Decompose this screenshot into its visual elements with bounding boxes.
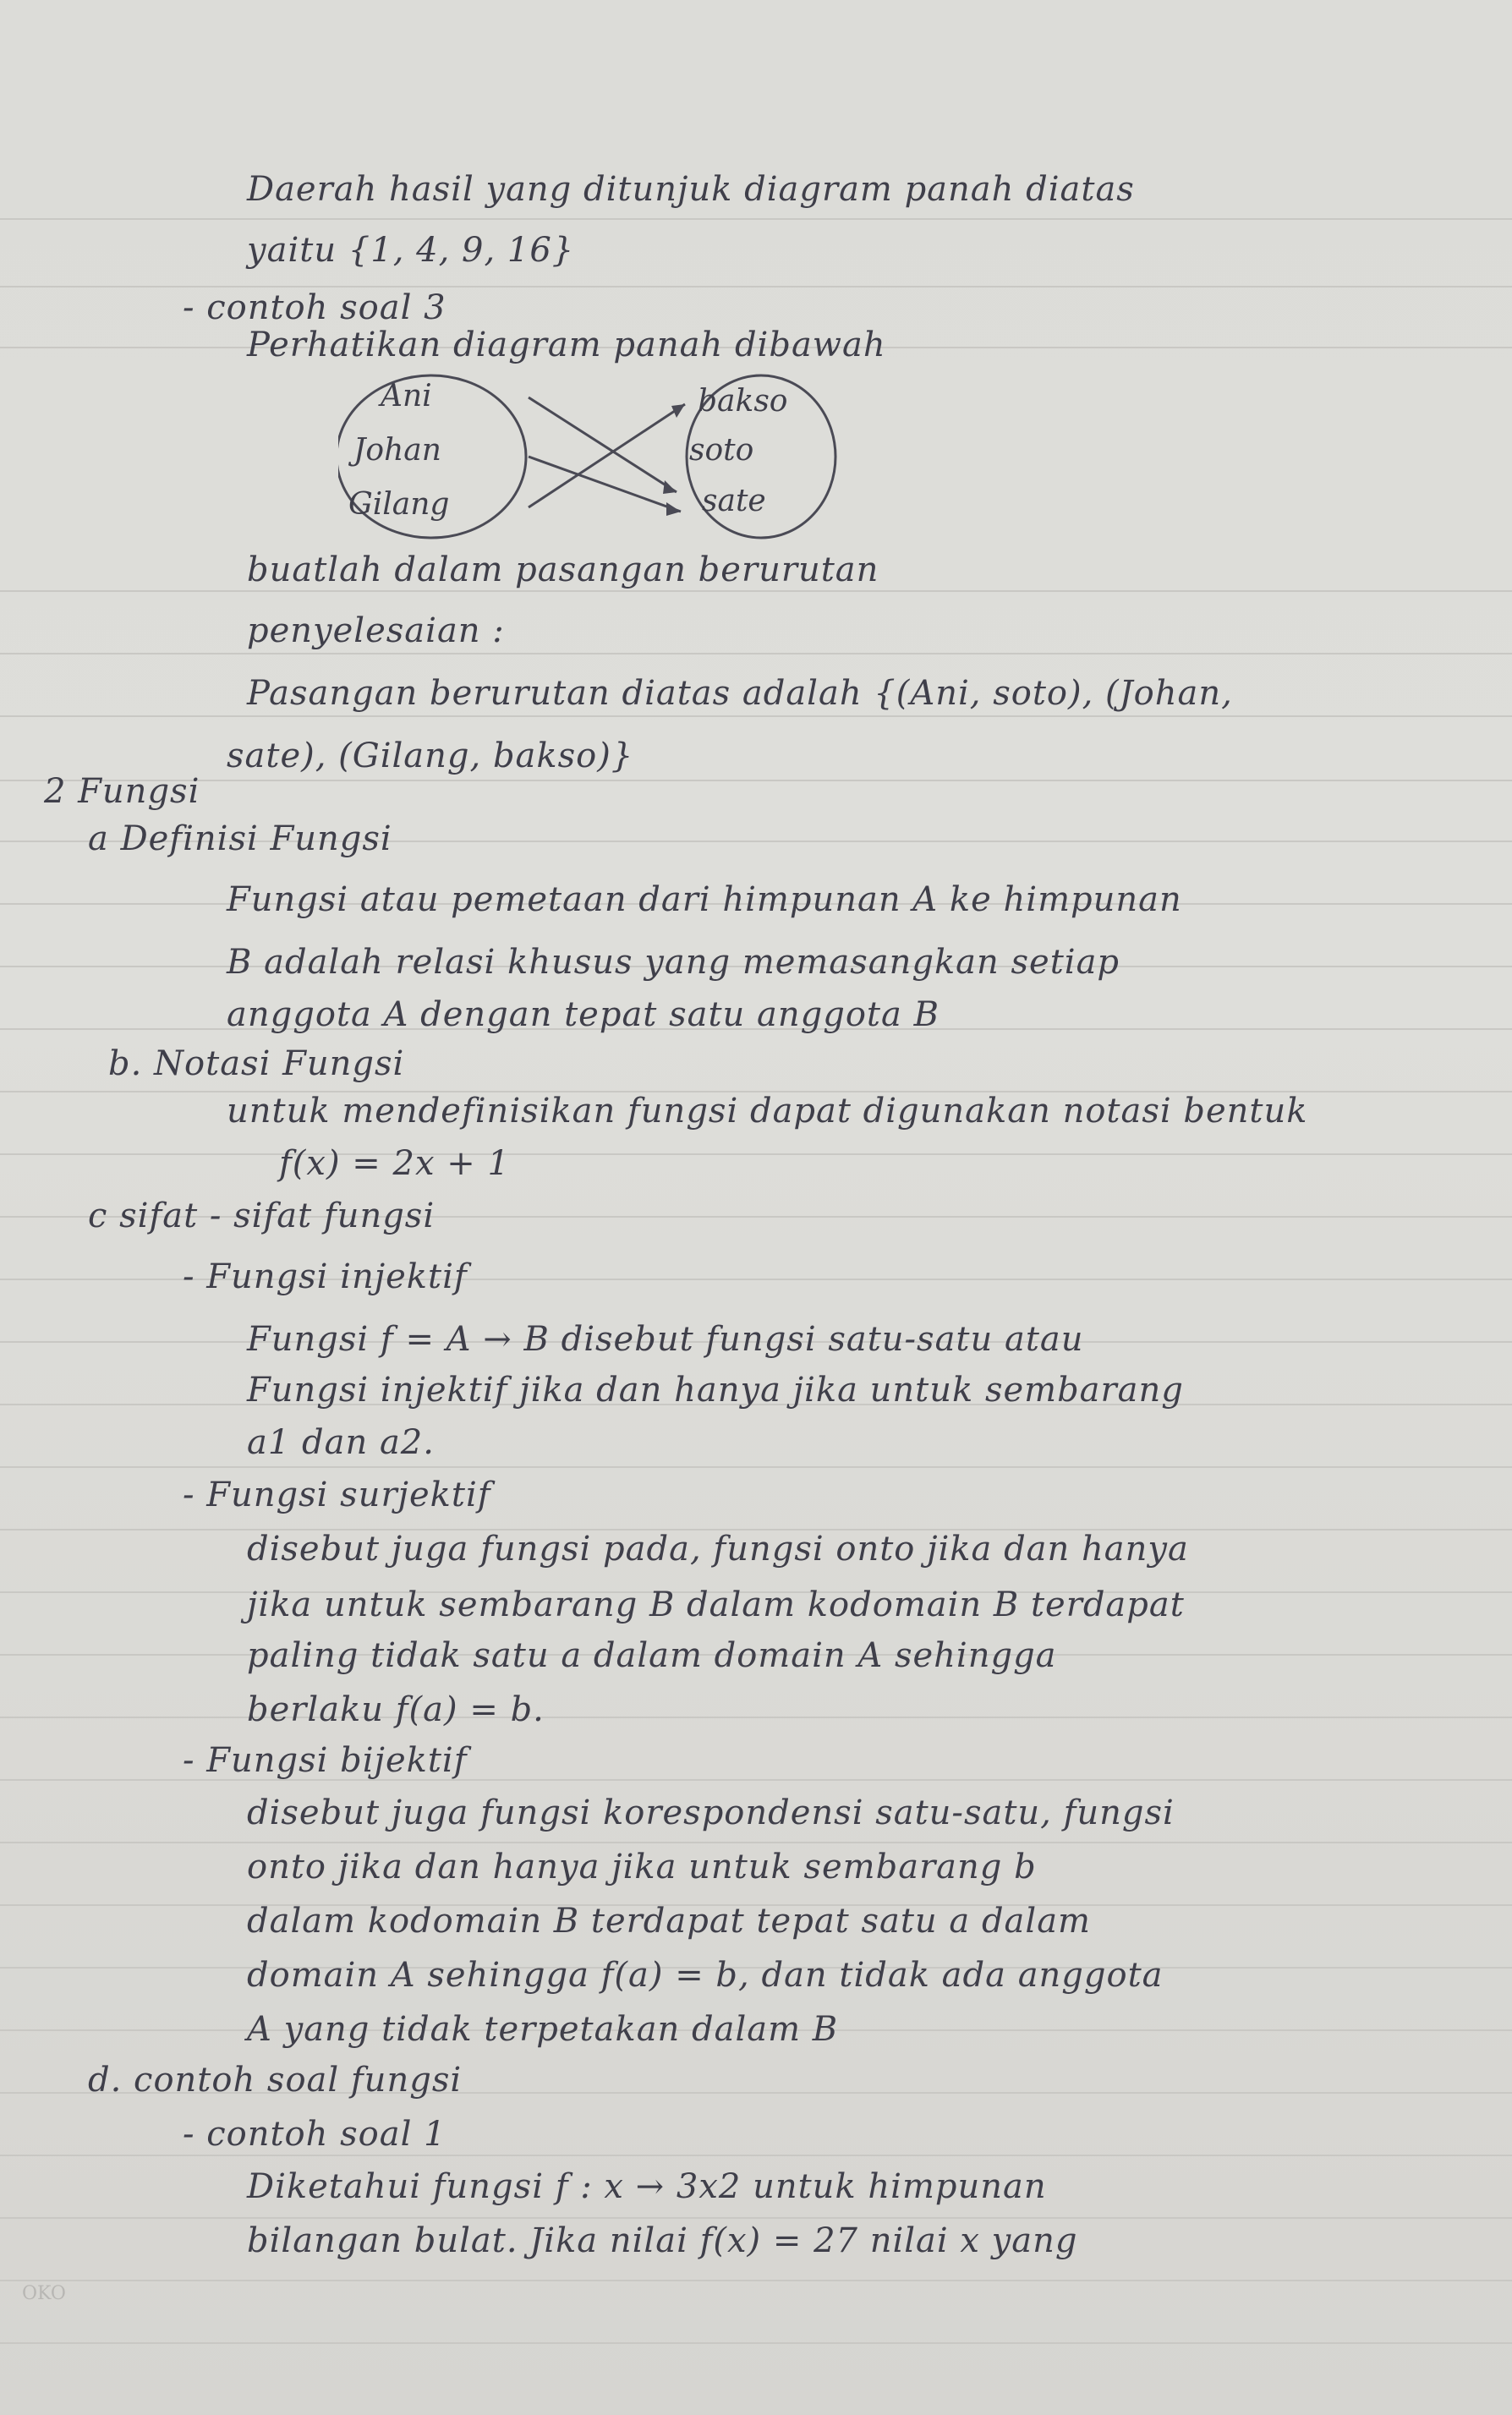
- ruled-line: [0, 1717, 1512, 1718]
- text-line: disebut juga fungsi korespondensi satu-satu, fungsi: [247, 1793, 1175, 1832]
- text-line: Diketahui fungsi f : x → 3x2 untuk himpunan: [247, 2167, 1047, 2206]
- text-line: - Fungsi injektif: [183, 1257, 468, 1296]
- text-line: Fungsi f = A → B disebut fungsi satu-satu atau: [247, 1320, 1084, 1359]
- text-line: bilangan bulat. Jika nilai f(x) = 27 nilai x yang: [247, 2221, 1078, 2260]
- subsection-heading: c sifat - sifat fungsi: [88, 1197, 436, 1235]
- section-heading: 2 Fungsi: [44, 772, 200, 811]
- text-line: Daerah hasil yang ditunjuk diagram panah diatas: [247, 170, 1135, 209]
- text-line: - Fungsi bijektif: [183, 1741, 468, 1780]
- ruled-line: [0, 2280, 1512, 2281]
- ruled-line: [0, 2342, 1512, 2344]
- text-line: paling tidak satu a dalam domain A sehingga: [247, 1636, 1057, 1675]
- right-set-item: bakso: [698, 384, 788, 419]
- right-set-item: sate: [702, 484, 766, 518]
- text-line: penyelesaian :: [247, 611, 505, 650]
- ruled-line: [0, 218, 1512, 220]
- text-line: A yang tidak terpetakan dalam B: [247, 2010, 839, 2049]
- ruled-line: [0, 715, 1512, 717]
- ruled-line: [0, 2155, 1512, 2156]
- text-line: - contoh soal 1: [183, 2115, 446, 2154]
- text-line: a1 dan a2.: [247, 1423, 435, 1462]
- text-line: Fungsi atau pemetaan dari himpunan A ke himpunan: [227, 880, 1182, 919]
- text-line: Fungsi injektif jika dan hanya jika untuk sembarang: [247, 1371, 1184, 1410]
- ruled-line: [0, 2217, 1512, 2219]
- text-line: dalam kodomain B terdapat tepat satu a dalam: [247, 1902, 1091, 1941]
- text-line: onto jika dan hanya jika untuk sembarang b: [247, 1848, 1037, 1887]
- text-line: B adalah relasi khusus yang memasangkan setiap: [227, 943, 1120, 982]
- arrow-ani-soto: [529, 397, 677, 492]
- page-corner-mark: OKO: [22, 2283, 66, 2304]
- formula-line: f(x) = 2x + 1: [279, 1144, 510, 1183]
- text-line: berlaku f(a) = b.: [247, 1690, 545, 1729]
- text-line: jika untuk sembarang B dalam kodomain B terdapat: [247, 1585, 1185, 1624]
- arrowhead-icon: [663, 480, 677, 494]
- left-set-item: Johan: [353, 433, 441, 468]
- subsection-heading: b. Notasi Fungsi: [108, 1044, 405, 1083]
- arrow-gilang-bakso: [529, 404, 685, 507]
- text-line: disebut juga fungsi pada, fungsi onto jika dan hanya: [247, 1530, 1189, 1569]
- right-set-item: soto: [689, 433, 754, 468]
- text-line: yaitu {1, 4, 9, 16}: [247, 231, 575, 270]
- text-line: - contoh soal 3: [183, 288, 446, 327]
- text-line: anggota A dengan tepat satu anggota B: [227, 995, 940, 1034]
- text-line: domain A sehingga f(a) = b, dan tidak ada anggota: [247, 1956, 1164, 1995]
- text-line: untuk mendefinisikan fungsi dapat digunakan notasi bentuk: [227, 1092, 1308, 1131]
- text-line: Pasangan berurutan diatas adalah {(Ani, soto), (Johan,: [247, 674, 1233, 713]
- ruled-line: [0, 1842, 1512, 1843]
- ruled-line: [0, 590, 1512, 592]
- left-set-item: Ani: [381, 379, 432, 413]
- ruled-line: [0, 780, 1512, 781]
- text-line: Perhatikan diagram panah dibawah: [247, 326, 886, 364]
- ruled-line: [0, 1466, 1512, 1468]
- subsection-heading: a Definisi Fungsi: [88, 819, 392, 858]
- ruled-line: [0, 653, 1512, 654]
- text-line: sate), (Gilang, bakso)}: [227, 737, 634, 775]
- arrowhead-icon: [666, 502, 681, 516]
- text-line: - Fungsi surjektif: [183, 1476, 491, 1514]
- arrow-diagram: [338, 372, 863, 545]
- arrow-johan-sate: [529, 457, 681, 512]
- left-set-item: Gilang: [348, 487, 450, 522]
- text-line: buatlah dalam pasangan berurutan: [247, 550, 879, 589]
- ruled-line: [0, 1153, 1512, 1155]
- subsection-heading: d. contoh soal fungsi: [88, 2061, 463, 2100]
